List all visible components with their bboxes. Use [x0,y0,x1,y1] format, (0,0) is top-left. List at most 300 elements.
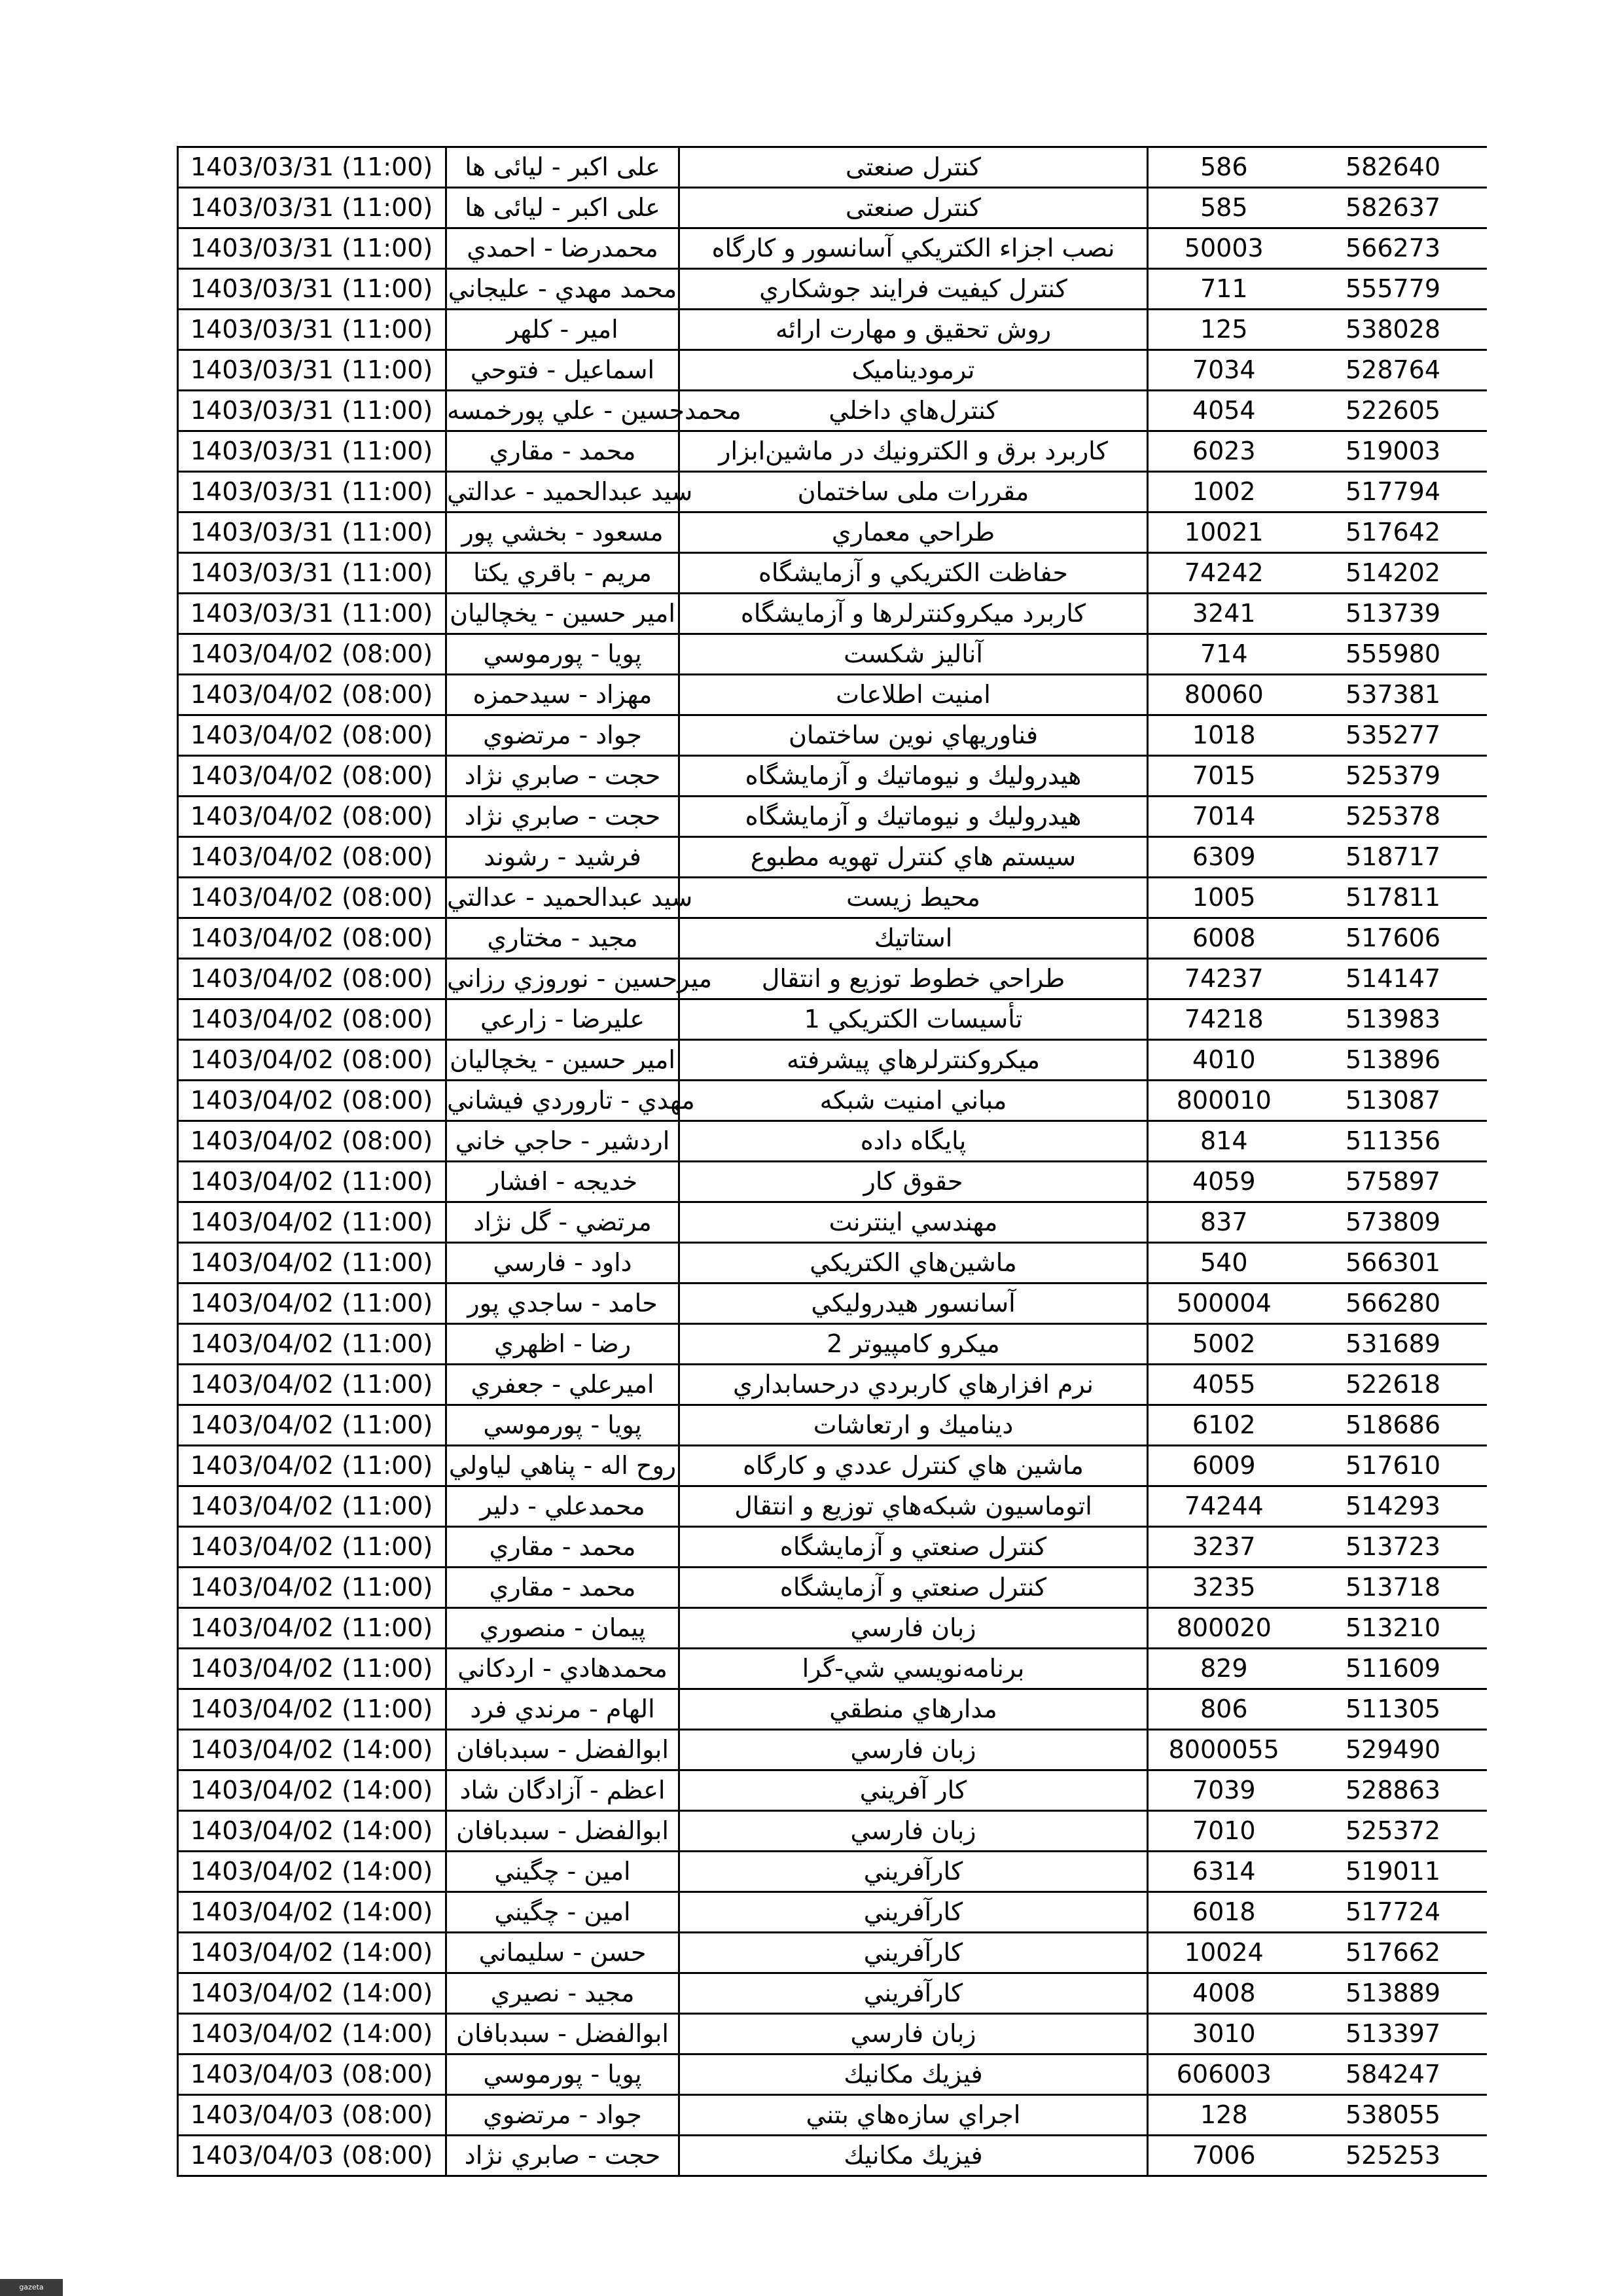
teacher-name-text: حجت - صابري نژاد [464,2141,661,2170]
exam-datetime-cell: 1403/04/02 (14:00) [178,1770,446,1811]
teacher-name-cell [446,269,679,310]
course-title-text: آسانسور هيدروليكي [811,1289,1016,1318]
table-row [178,715,1487,756]
table-row [178,878,1487,918]
exam-datetime-cell: 1403/04/02 (11:00) [178,1689,446,1730]
course-title-cell [679,1649,1148,1689]
exam-datetime-cell: 1403/04/02 (08:00) [178,959,446,999]
course-title-text: کنترل صنعتی [846,193,981,222]
teacher-name-cell [446,1933,679,1973]
course-title-cell [679,1486,1148,1527]
teacher-name-text: پويا - پورموسي [483,639,642,668]
course-code-cell: 800020 [1148,1608,1300,1649]
teacher-name-cell [446,1852,679,1892]
teacher-name-text: محمد - مقاري [489,1532,636,1561]
teacher-name-cell [446,391,741,431]
teacher-name-cell [446,472,693,512]
teacher-name-text: جواد - مرتضوي [483,2100,642,2129]
course-title-cell [679,1446,1148,1486]
group-number-cell: 522618 [1300,1365,1487,1405]
teacher-name-text: ابوالفضل - سبدبافان [456,2019,669,2048]
course-code-cell: 6008 [1148,918,1300,959]
group-number-cell: 513397 [1300,2014,1487,2054]
teacher-name-cell [446,2095,679,2136]
course-title-cell [679,999,1148,1040]
teacher-name-text: فرشيد - رشوند [484,842,641,871]
course-code-cell: 829 [1148,1649,1300,1689]
teacher-name-text: امين - چگيني [494,1897,631,1926]
table-row [178,1081,1487,1121]
table-row [178,999,1487,1040]
group-number-cell: 566280 [1300,1283,1487,1324]
table-row [178,1405,1487,1446]
teacher-name-cell [446,1568,679,1608]
table-row [178,837,1487,878]
course-title-cell [679,2014,1148,2054]
course-title-text: اجراي سازه‌هاي بتني [806,2100,1021,2129]
group-number-cell: 513087 [1300,1081,1487,1121]
course-code-cell: 74218 [1148,999,1300,1040]
course-title-text: كاربرد برق و الكترونيك در ماشين‌ابزار [719,437,1108,465]
exam-datetime-cell: 1403/03/31 (11:00) [178,512,446,553]
course-code-cell: 6102 [1148,1405,1300,1446]
exam-datetime-cell: 1403/04/02 (08:00) [178,634,446,675]
teacher-name-cell [446,1973,679,2014]
course-title-text: طراحي معماري [831,518,995,547]
teacher-name-cell [446,1162,679,1202]
exam-datetime-cell: 1403/04/03 (08:00) [178,2095,446,2136]
course-title-cell [679,1243,1148,1283]
course-code-cell: 837 [1148,1202,1300,1243]
course-title-text: برنامه‌نويسي شي-گرا [802,1654,1025,1683]
course-code-cell: 1005 [1148,878,1300,918]
course-title-cell [679,1405,1148,1446]
table-row [178,1973,1487,2014]
group-number-cell: 511305 [1300,1689,1487,1730]
exam-datetime-cell: 1403/04/02 (14:00) [178,1933,446,1973]
teacher-name-text: مجيد - مختاري [487,924,638,952]
group-number-cell: 513739 [1300,594,1487,634]
exam-datetime-cell: 1403/04/02 (14:00) [178,2014,446,2054]
teacher-name-text: امين - چگيني [494,1857,631,1886]
course-title-text: كنترل صنعتي و آزمايشگاه [779,1532,1047,1561]
table-row [178,1892,1487,1933]
course-code-cell: 3010 [1148,2014,1300,2054]
course-code-cell: 3235 [1148,1568,1300,1608]
table-row [178,431,1487,472]
course-title-text: حفاظت الكتريكي و آزمايشگاه [758,558,1068,587]
course-title-text: امنيت اطلاعات [836,680,991,709]
course-title-cell [679,675,1148,715]
teacher-name-text: جواد - مرتضوي [483,721,642,749]
course-code-cell: 6023 [1148,431,1300,472]
course-title-cell [679,1689,1148,1730]
group-number-cell: 538055 [1300,2095,1487,2136]
exam-datetime-cell: 1403/03/31 (11:00) [178,472,446,512]
watermark-badge: gazeta [0,2279,63,2296]
table-row [178,2054,1487,2095]
teacher-name-text: داود - فارسي [493,1248,632,1277]
course-title-cell [679,1933,1148,1973]
course-title-text: زبان فارسي [850,1816,976,1845]
group-number-cell: 514202 [1300,553,1487,594]
group-number-cell: 519011 [1300,1852,1487,1892]
course-title-cell [679,1852,1148,1892]
teacher-name-cell [446,675,679,715]
exam-datetime-cell: 1403/04/02 (11:00) [178,1649,446,1689]
teacher-name-cell [446,228,679,269]
group-number-cell: 525378 [1300,797,1487,837]
course-code-cell: 128 [1148,2095,1300,2136]
table-row [178,634,1487,675]
course-title-cell [679,1568,1148,1608]
course-title-text: ماشين هاي كنترل عددي و كارگاه [743,1451,1084,1480]
course-code-cell: 7006 [1148,2136,1300,2176]
course-title-text: كاربرد ميكروكنترلرها و آزمايشگاه [740,599,1086,628]
course-title-text: كارآفريني [863,1857,963,1886]
exam-datetime-cell: 1403/04/02 (11:00) [178,1405,446,1446]
course-title-cell [679,1365,1148,1405]
course-code-cell: 74237 [1148,959,1300,999]
exam-datetime-cell: 1403/04/02 (08:00) [178,837,446,878]
table-row [178,1121,1487,1162]
exam-datetime-cell: 1403/04/02 (11:00) [178,1446,446,1486]
course-code-cell: 80060 [1148,675,1300,715]
exam-datetime-cell: 1403/04/02 (11:00) [178,1243,446,1283]
course-title-cell [679,959,1148,999]
group-number-cell: 519003 [1300,431,1487,472]
group-number-cell: 518717 [1300,837,1487,878]
teacher-name-cell [446,1892,679,1933]
exam-datetime-cell: 1403/04/03 (08:00) [178,2136,446,2176]
teacher-name-cell [446,553,679,594]
course-title-text: ديناميك و ارتعاشات [813,1410,1014,1439]
group-number-cell: 555980 [1300,634,1487,675]
teacher-name-cell [446,1608,679,1649]
course-title-cell [679,837,1148,878]
group-number-cell: 514293 [1300,1486,1487,1527]
teacher-name-text: اعظم - آزادگان شاد [459,1776,666,1804]
table-row [178,188,1487,228]
exam-datetime-cell: 1403/04/02 (14:00) [178,1892,446,1933]
exam-datetime-cell: 1403/03/31 (11:00) [178,188,446,228]
teacher-name-cell [446,1365,679,1405]
course-title-cell [679,512,1148,553]
teacher-name-cell [446,999,679,1040]
course-code-cell: 5002 [1148,1324,1300,1365]
course-title-text: كارآفريني [863,1938,963,1967]
exam-datetime-cell: 1403/03/31 (11:00) [178,391,446,431]
table-row [178,1527,1487,1568]
table-row [178,1568,1487,1608]
course-title-cell [679,1324,1148,1365]
teacher-name-cell [446,1770,679,1811]
exam-datetime-cell: 1403/04/03 (08:00) [178,2054,446,2095]
exam-datetime-cell: 1403/04/02 (08:00) [178,1121,446,1162]
teacher-name-cell [446,1121,679,1162]
course-title-cell [679,188,1148,228]
course-title-cell [679,1202,1148,1243]
course-code-cell: 1018 [1148,715,1300,756]
table-row [178,1730,1487,1770]
course-title-text: هيدروليك و نيوماتيك و آزمايشگاه [745,802,1082,831]
course-code-cell: 711 [1148,269,1300,310]
course-title-cell [679,228,1148,269]
group-number-cell: 517724 [1300,1892,1487,1933]
course-code-cell: 800010 [1148,1081,1300,1121]
teacher-name-cell [446,756,679,797]
course-title-text: سيستم هاي كنترل تهويه مطبوع [750,842,1077,871]
course-code-cell: 6009 [1148,1446,1300,1486]
course-title-cell [679,634,1148,675]
exam-datetime-cell: 1403/04/02 (14:00) [178,1730,446,1770]
exam-datetime-cell: 1403/03/31 (11:00) [178,147,446,188]
group-number-cell: 584247 [1300,2054,1487,2095]
table-row [178,553,1487,594]
exam-datetime-cell: 1403/04/02 (11:00) [178,1608,446,1649]
teacher-name-cell [446,837,679,878]
course-code-cell: 586 [1148,147,1300,188]
course-title-text: مباني امنيت شبكه [819,1086,1007,1115]
course-code-cell: 6314 [1148,1852,1300,1892]
teacher-name-text: مسعود - بخشي پور [461,518,664,547]
table-row [178,1202,1487,1243]
exam-datetime-cell: 1403/04/02 (11:00) [178,1283,446,1324]
course-code-cell: 4010 [1148,1040,1300,1081]
table-row [178,147,1487,188]
teacher-name-cell [446,1040,679,1081]
teacher-name-cell [446,878,693,918]
group-number-cell: 537381 [1300,675,1487,715]
exam-datetime-cell: 1403/04/02 (08:00) [178,797,446,837]
teacher-name-text: محمد مهدي - عليجاني [448,274,677,303]
exam-datetime-cell: 1403/04/02 (08:00) [178,1040,446,1081]
table-row [178,1811,1487,1852]
teacher-name-cell [446,1649,679,1689]
table-row [178,1933,1487,1973]
course-code-cell: 7039 [1148,1770,1300,1811]
course-title-text: زبان فارسي [850,2019,976,2048]
table-row [178,918,1487,959]
teacher-name-cell [446,959,713,999]
teacher-name-cell [446,1811,679,1852]
table-row [178,1162,1487,1202]
exam-schedule-table [177,146,1487,2177]
course-title-cell [679,918,1148,959]
teacher-name-text: اميرعلي - جعفري [471,1370,654,1399]
course-title-cell [679,472,1148,512]
table-row [178,1040,1487,1081]
group-number-cell: 517794 [1300,472,1487,512]
exam-datetime-cell: 1403/04/02 (14:00) [178,1852,446,1892]
teacher-name-text: عليرضا - زارعي [480,1005,645,1033]
course-title-cell [679,1892,1148,1933]
group-number-cell: 573809 [1300,1202,1487,1243]
group-number-cell: 566273 [1300,228,1487,269]
teacher-name-cell [446,1405,679,1446]
teacher-name-text: ابوالفضل - سبدبافان [456,1816,669,1845]
teacher-name-text: خديجه - افشار [487,1167,638,1196]
teacher-name-text: ابوالفضل - سبدبافان [456,1735,669,1764]
group-number-cell: 525379 [1300,756,1487,797]
group-number-cell: 511356 [1300,1121,1487,1162]
teacher-name-cell [446,188,679,228]
course-title-cell [679,350,1148,391]
course-title-text: نرم افزارهاي كاربردي درحسابداري [733,1370,1094,1399]
group-number-cell: 517606 [1300,918,1487,959]
teacher-name-text: محمدعلي - دلير [480,1492,645,1520]
course-title-cell [679,1973,1148,2014]
teacher-name-text: رضا - اظهري [493,1329,632,1358]
teacher-name-text: پيمان - منصوري [479,1613,646,1642]
teacher-name-text: حسن - سليماني [478,1938,647,1967]
exam-datetime-cell: 1403/04/02 (08:00) [178,918,446,959]
teacher-name-text: مهزاد - سيدحمزه [473,680,652,709]
teacher-name-cell [446,2136,679,2176]
teacher-name-text: مريم - باقري يكتا [473,558,652,587]
group-number-cell: 522605 [1300,391,1487,431]
exam-datetime-cell: 1403/04/02 (08:00) [178,999,446,1040]
table-row [178,350,1487,391]
table-row [178,797,1487,837]
group-number-cell: 528764 [1300,350,1487,391]
table-row [178,756,1487,797]
teacher-name-text: محمد - مقاري [489,1573,636,1602]
course-title-cell [679,715,1148,756]
teacher-name-text: امير حسين - يخچاليان [450,1045,675,1074]
course-title-cell [679,1770,1148,1811]
exam-datetime-cell: 1403/04/02 (11:00) [178,1527,446,1568]
course-code-cell: 6018 [1148,1892,1300,1933]
exam-datetime-cell: 1403/04/02 (11:00) [178,1486,446,1527]
course-title-text: استاتيك [874,924,953,952]
group-number-cell: 514147 [1300,959,1487,999]
teacher-name-text: امير حسين - يخچاليان [450,599,675,628]
teacher-name-cell [446,1243,679,1283]
course-title-text: روش تحقيق و مهارت ارائه [775,315,1052,344]
table-row [178,269,1487,310]
teacher-name-cell [446,1324,679,1365]
course-title-text: مهندسي اينترنت [829,1208,998,1236]
table-row [178,1608,1487,1649]
teacher-name-text: روح اله - پناهي لياولي [448,1451,677,1480]
table-row [178,228,1487,269]
teacher-name-cell [446,2054,679,2095]
course-title-cell [679,269,1148,310]
course-code-cell: 3241 [1148,594,1300,634]
teacher-name-cell [446,1446,679,1486]
exam-datetime-cell: 1403/03/31 (11:00) [178,228,446,269]
table-row [178,675,1487,715]
group-number-cell: 513889 [1300,1973,1487,2014]
teacher-name-text: مجيد - نصيري [490,1979,635,2007]
course-title-text: نصب اجزاء الكتريكي آسانسور و كارگاه [711,234,1115,262]
course-code-cell: 500004 [1148,1283,1300,1324]
course-title-text: ميكروكنترلرهاي پيشرفته [786,1045,1040,1074]
teacher-name-cell [446,1081,695,1121]
exam-datetime-cell: 1403/04/02 (11:00) [178,1162,446,1202]
teacher-name-cell [446,634,679,675]
course-title-cell [679,1121,1148,1162]
course-title-cell [679,594,1148,634]
exam-datetime-cell: 1403/03/31 (11:00) [178,350,446,391]
teacher-name-text: حامد - ساجدي پور [467,1289,658,1318]
exam-datetime-cell: 1403/04/02 (11:00) [178,1365,446,1405]
course-code-cell: 8000055 [1148,1730,1300,1770]
course-code-cell: 7010 [1148,1811,1300,1852]
table-row [178,594,1487,634]
course-title-text: كنترل‌هاي داخلي [829,396,998,425]
teacher-name-cell [446,594,679,634]
teacher-name-cell [446,431,679,472]
group-number-cell: 517610 [1300,1446,1487,1486]
group-number-cell: 517811 [1300,878,1487,918]
course-code-cell: 7014 [1148,797,1300,837]
table-row [178,472,1487,512]
group-number-cell: 525253 [1300,2136,1487,2176]
exam-datetime-cell: 1403/03/31 (11:00) [178,269,446,310]
course-code-cell: 585 [1148,188,1300,228]
group-number-cell: 555779 [1300,269,1487,310]
course-title-text: محيط زيست [846,883,980,912]
teacher-name-cell [446,1689,679,1730]
course-title-text: مقررات ملی ساختمان [797,477,1029,506]
group-number-cell: 535277 [1300,715,1487,756]
group-number-cell: 517662 [1300,1933,1487,1973]
group-number-cell: 511609 [1300,1649,1487,1689]
teacher-name-text: مرتضي - گل نژاد [473,1208,652,1236]
course-title-text: ترموديناميک [851,355,975,384]
course-title-text: اتوماسيون شبكه‌هاي توزيع و انتقال [734,1492,1092,1520]
group-number-cell: 575897 [1300,1162,1487,1202]
exam-datetime-cell: 1403/04/02 (11:00) [178,1568,446,1608]
course-code-cell: 4059 [1148,1162,1300,1202]
teacher-name-cell [446,797,679,837]
teacher-name-cell [446,918,679,959]
course-code-cell: 6309 [1148,837,1300,878]
table-row [178,1283,1487,1324]
teacher-name-cell [446,1486,679,1527]
table-row [178,959,1487,999]
course-title-text: كارآفريني [863,1979,963,2007]
exam-datetime-cell: 1403/04/02 (08:00) [178,878,446,918]
course-title-cell [679,1811,1148,1852]
table-row [178,1486,1487,1527]
course-title-text: کنترل صنعتی [846,152,981,181]
group-number-cell: 529490 [1300,1730,1487,1770]
table-row [178,1852,1487,1892]
course-title-text: ماشين‌هاي الكتريكي [810,1248,1017,1277]
table-row [178,2095,1487,2136]
table-row [178,2136,1487,2176]
course-title-cell [679,1608,1148,1649]
group-number-cell: 531689 [1300,1324,1487,1365]
group-number-cell: 525372 [1300,1811,1487,1852]
teacher-name-cell [446,2014,679,2054]
course-title-text: مدارهاي منطقي [829,1695,997,1723]
teacher-name-cell [446,147,679,188]
course-code-cell: 125 [1148,310,1300,350]
teacher-name-text: پويا - پورموسي [483,1410,642,1439]
course-code-cell: 10024 [1148,1933,1300,1973]
table-row [178,1243,1487,1283]
teacher-name-text: اسماعيل - فتوحي [470,355,655,384]
teacher-name-text: علی اکبر - لیائی ها [465,152,660,181]
group-number-cell: 517642 [1300,512,1487,553]
course-title-text: هيدروليك و نيوماتيك و آزمايشگاه [745,761,1082,790]
group-number-cell: 513983 [1300,999,1487,1040]
course-title-cell [679,878,1148,918]
